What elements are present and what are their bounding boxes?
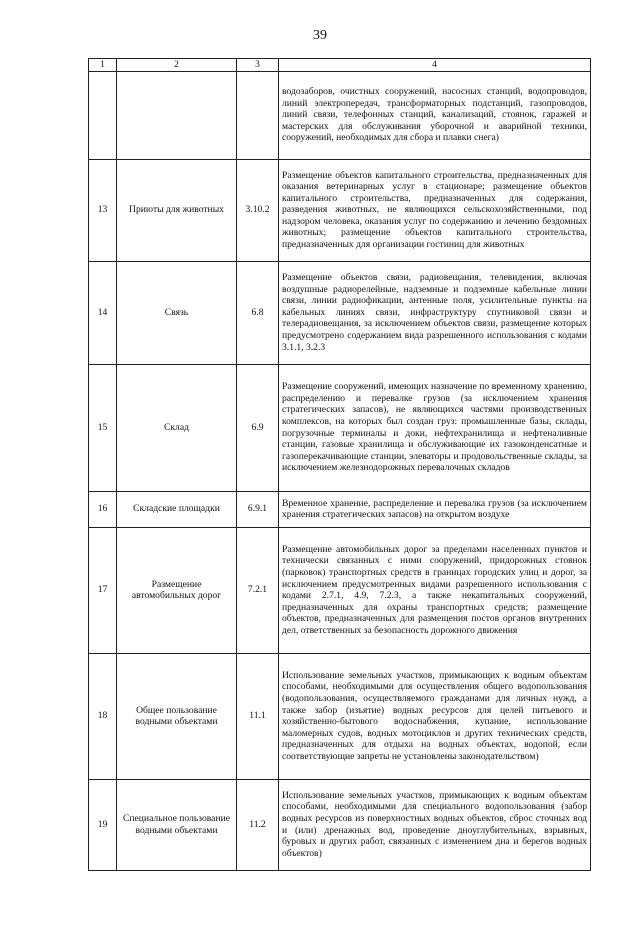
table-header bbox=[89, 59, 591, 72]
row-description: водозаборов, очистных сооружений, насосных станций, водопроводов, линий электропередач, трансформаторных подстанций, газопроводов, линий связи, телефонных станций, канализаций, стоянок, гаражей и мастерских для обслуживания уборочной и аварийной техники, сооружений, необходимых для сбора и плавки снега) bbox=[279, 71, 591, 159]
header-col-3: 3 bbox=[237, 59, 279, 72]
table-row bbox=[89, 491, 591, 527]
row-name: Размещение автомобильных дорог bbox=[117, 527, 237, 653]
row-name: Связь bbox=[117, 261, 237, 364]
row-name: Склад bbox=[117, 364, 237, 491]
row-number: 13 bbox=[89, 159, 117, 261]
row-code: 6.9 bbox=[237, 364, 279, 491]
row-number: 19 bbox=[89, 779, 117, 870]
table-row bbox=[89, 527, 591, 653]
row-number: 18 bbox=[89, 653, 117, 779]
row-code: 11.2 bbox=[237, 779, 279, 870]
row-description: Использование земельных участков, примыкающих к водным объектам способами, необходимыми для осуществления общего водопользования (водопользования, осуществляемого гражданами для личных нужд, а также забор (изъятие) водных ресурсов для целей питьевого и хозяйственно-бытового водоснабжения, купание, использование маломерных судов, водных мотоциклов и других технических средств, предназначенных для отдыха на водных объектах, водопой, если соответствующие запреты не установлены законодательством) bbox=[279, 653, 591, 779]
land-use-table bbox=[88, 58, 591, 871]
row-name: Специальное пользование водными объектами bbox=[117, 779, 237, 870]
table-row bbox=[89, 364, 591, 491]
row-description: Временное хранение, распределение и перевалка грузов (за исключением хранения стратегических запасов) на открытом воздухе bbox=[279, 491, 591, 527]
row-code: 11.1 bbox=[237, 653, 279, 779]
row-description: Размещение автомобильных дорог за пределами населенных пунктов и технически связанных с ними сооружений, придорожных стоянок (парковок) транспортных средств в границах городских улиц и дорог, за исключением предусмотренных видами разрешенного использования с кодами 2.7.1, 4.9, 7.2.3, а также некапитальных сооружений, предназначенных для охраны транспортных средств; размещение объектов, предназначенных для размещения постов органов внутренних дел, ответственных за безопасность дорожного движения bbox=[279, 527, 591, 653]
row-code: 6.9.1 bbox=[237, 491, 279, 527]
row-name: Общее пользование водными объектами bbox=[117, 653, 237, 779]
row-name bbox=[117, 71, 237, 159]
header-col-1: 1 bbox=[89, 59, 117, 72]
table-row bbox=[89, 653, 591, 779]
row-number: 17 bbox=[89, 527, 117, 653]
table-row-continuation bbox=[89, 71, 591, 159]
row-description: Размещение объектов связи, радиовещания, телевидения, включая воздушные радиорелейные, надземные и подземные кабельные линии связи, линии радиофикации, антенные поля, усилительные пункты на кабельных линиях связи, инфраструктуру спутниковой связи и телерадиовещания, за исключением объектов связи, размещение которых предусмотрено содержанием вида разрешенного использования с кодами 3.1.1, 3.2.3 bbox=[279, 261, 591, 364]
row-code: 3.10.2 bbox=[237, 159, 279, 261]
row-code: 7.2.1 bbox=[237, 527, 279, 653]
row-number: 16 bbox=[89, 491, 117, 527]
header-col-2: 2 bbox=[117, 59, 237, 72]
row-code bbox=[237, 71, 279, 159]
table-row bbox=[89, 159, 591, 261]
header-row bbox=[89, 59, 591, 72]
row-number bbox=[89, 71, 117, 159]
row-name: Приюты для животных bbox=[117, 159, 237, 261]
row-code: 6.8 bbox=[237, 261, 279, 364]
table-body bbox=[89, 71, 591, 870]
page-number: 39 bbox=[313, 28, 327, 43]
row-description: Использование земельных участков, примыкающих к водным объектам способами, необходимыми для специального водопользования (забор водных ресурсов из поверхностных водных объектов, сброс сточных вод и (или) дренажных вод, проведение дноуглубительных, взрывных, буровых и других работ, связанных с изменением дна и берегов водных объектов) bbox=[279, 779, 591, 870]
table-row bbox=[89, 261, 591, 364]
header-col-4: 4 bbox=[279, 59, 591, 72]
table-row bbox=[89, 779, 591, 870]
row-name: Складские площадки bbox=[117, 491, 237, 527]
row-description: Размещение объектов капитального строительства, предназначенных для оказания ветеринарных услуг в стационаре; размещение объектов капитального строительства, предназначенных для содержания, разведения животных, не являющихся сельскохозяйственными, под надзором человека, оказания услуг по содержанию и лечению бездомных животных; размещение объектов капитального строительства, предназначенных для организации гостиниц для животных bbox=[279, 159, 591, 261]
row-description: Размещение сооружений, имеющих назначение по временному хранению, распределению и перевалке грузов (за исключением хранения стратегических запасов), не являющихся частями производственных комплексов, на которых был создан груз: промышленные базы, склады, погрузочные терминалы и доки, нефтехранилища и нефтеналивные станции, газовые хранилища и обслуживающие их газоконденсатные и газоперекачивающие станции, элеваторы и продовольственные склады, за исключением железнодорожных перевалочных складов bbox=[279, 364, 591, 491]
row-number: 14 bbox=[89, 261, 117, 364]
row-number: 15 bbox=[89, 364, 117, 491]
